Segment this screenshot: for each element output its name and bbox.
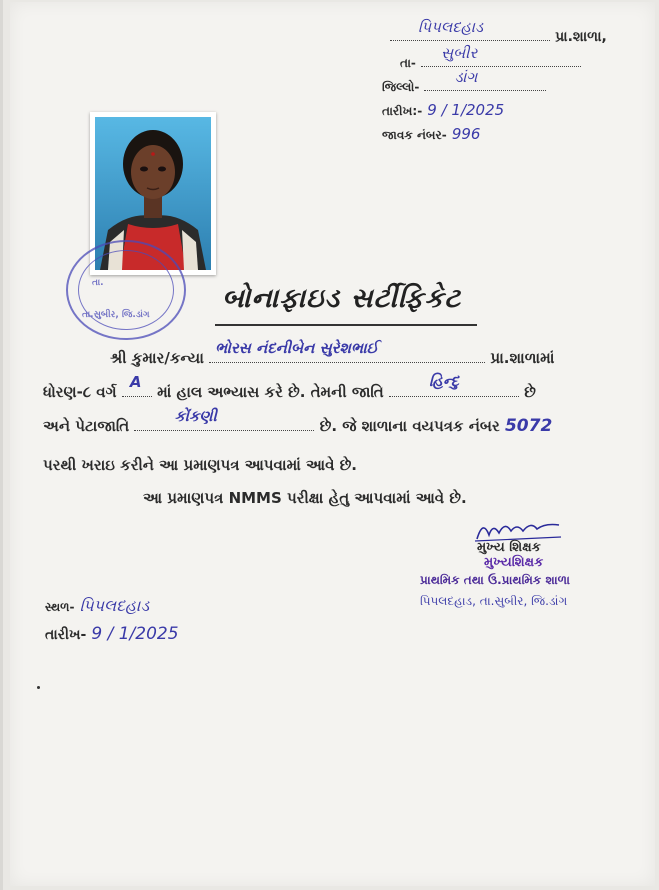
header-date-line bbox=[382, 100, 504, 119]
class-hand: A bbox=[129, 373, 142, 391]
taluka-field bbox=[421, 44, 581, 67]
header-date-label: તારીખ:- bbox=[382, 104, 423, 118]
student-name-hand: ભોરસ નંદનીબેન સુરેશભાઈ bbox=[215, 339, 379, 357]
signature-institution: પ્રાથમિક તથા ઉ.પ્રાથમિક શાળા bbox=[420, 573, 570, 587]
class-field bbox=[122, 373, 152, 397]
caste-hand: હિન્દુ bbox=[428, 372, 459, 390]
header-date-hand: 9 / 1/2025 bbox=[427, 101, 505, 119]
footer-date-line bbox=[45, 624, 179, 644]
title-underline bbox=[215, 324, 477, 326]
outward-label: જાવક નંબર- bbox=[382, 128, 447, 142]
ink-dot bbox=[37, 686, 40, 689]
signature-role-label: મુખ્ય શિક્ષક bbox=[477, 540, 541, 555]
header-taluka-line bbox=[400, 44, 581, 71]
district-label: જિલ્લો- bbox=[382, 80, 420, 94]
line2-suffix: છે bbox=[524, 383, 536, 401]
certificate-title: બોનાફાઇડ સર્ટીફિકેટ bbox=[222, 283, 462, 314]
footer-place-hand: પિપલદહાડ bbox=[79, 596, 150, 615]
caste-field bbox=[389, 372, 519, 397]
header-outward-line bbox=[382, 124, 480, 143]
line1-prefix: શ્રી કુમાર/કન્યા bbox=[110, 349, 204, 367]
school-suffix: પ્રા.શાળા, bbox=[555, 29, 607, 45]
subcaste-field bbox=[134, 407, 314, 431]
footer-date-label: તારીખ- bbox=[45, 627, 87, 643]
district-hand: ડાંગ bbox=[454, 68, 478, 86]
body-line-5: આ પ્રમાણપત્ર NMMS પરીક્ષા હેતુ આપવામાં આવે છે. bbox=[143, 489, 467, 507]
signature-address: પિપલદહાડ, તા.સુબીર, જિ.ડાંગ bbox=[420, 594, 568, 608]
footer-place-label: સ્થળ- bbox=[45, 600, 75, 614]
register-hand: 5072 bbox=[504, 416, 553, 436]
line2-prefix: ધોરણ-૮ વર્ગ bbox=[43, 383, 117, 401]
body-line-3 bbox=[43, 407, 553, 436]
header-district-line bbox=[382, 68, 546, 95]
school-name-hand: પિપલદહાડ bbox=[418, 18, 484, 36]
stamp-text-top: તા. bbox=[92, 278, 104, 288]
footer-date-hand: 9 / 1/2025 bbox=[91, 624, 179, 644]
line1-suffix: પ્રા.શાળામાં bbox=[490, 349, 555, 367]
body-line-2 bbox=[43, 372, 536, 401]
subcaste-hand: કોંકણી bbox=[174, 407, 217, 425]
scan-edge bbox=[0, 0, 3, 890]
header-school-line bbox=[390, 18, 607, 45]
certificate-page bbox=[10, 2, 655, 886]
district-field bbox=[424, 68, 546, 91]
outward-hand: 996 bbox=[451, 125, 481, 143]
stamp-text-bottom: તા.સુબીર, જિ.ડાંગ bbox=[82, 310, 150, 320]
taluka-hand: સુબીર bbox=[440, 44, 478, 62]
footer-place-line bbox=[45, 596, 149, 616]
line3-prefix: અને પેટાજાતિ bbox=[43, 417, 130, 435]
school-name-field bbox=[390, 18, 550, 41]
body-line-1 bbox=[110, 339, 555, 367]
line3-mid: છે. જે શાળાના વયપત્રક નંબર bbox=[319, 417, 500, 435]
student-name-field bbox=[209, 339, 485, 363]
signature-stamp-role: મુખ્યશિક્ષક bbox=[484, 555, 544, 570]
taluka-label: તા- bbox=[400, 56, 416, 70]
body-line-4: પરથી ખરાઇ કરીને આ પ્રમાણપત્ર આપવામાં આવે છે. bbox=[43, 456, 357, 474]
school-stamp bbox=[66, 240, 186, 340]
line2-mid: માં હાલ અભ્યાસ કરે છે. તેમની જાતિ bbox=[157, 383, 384, 401]
